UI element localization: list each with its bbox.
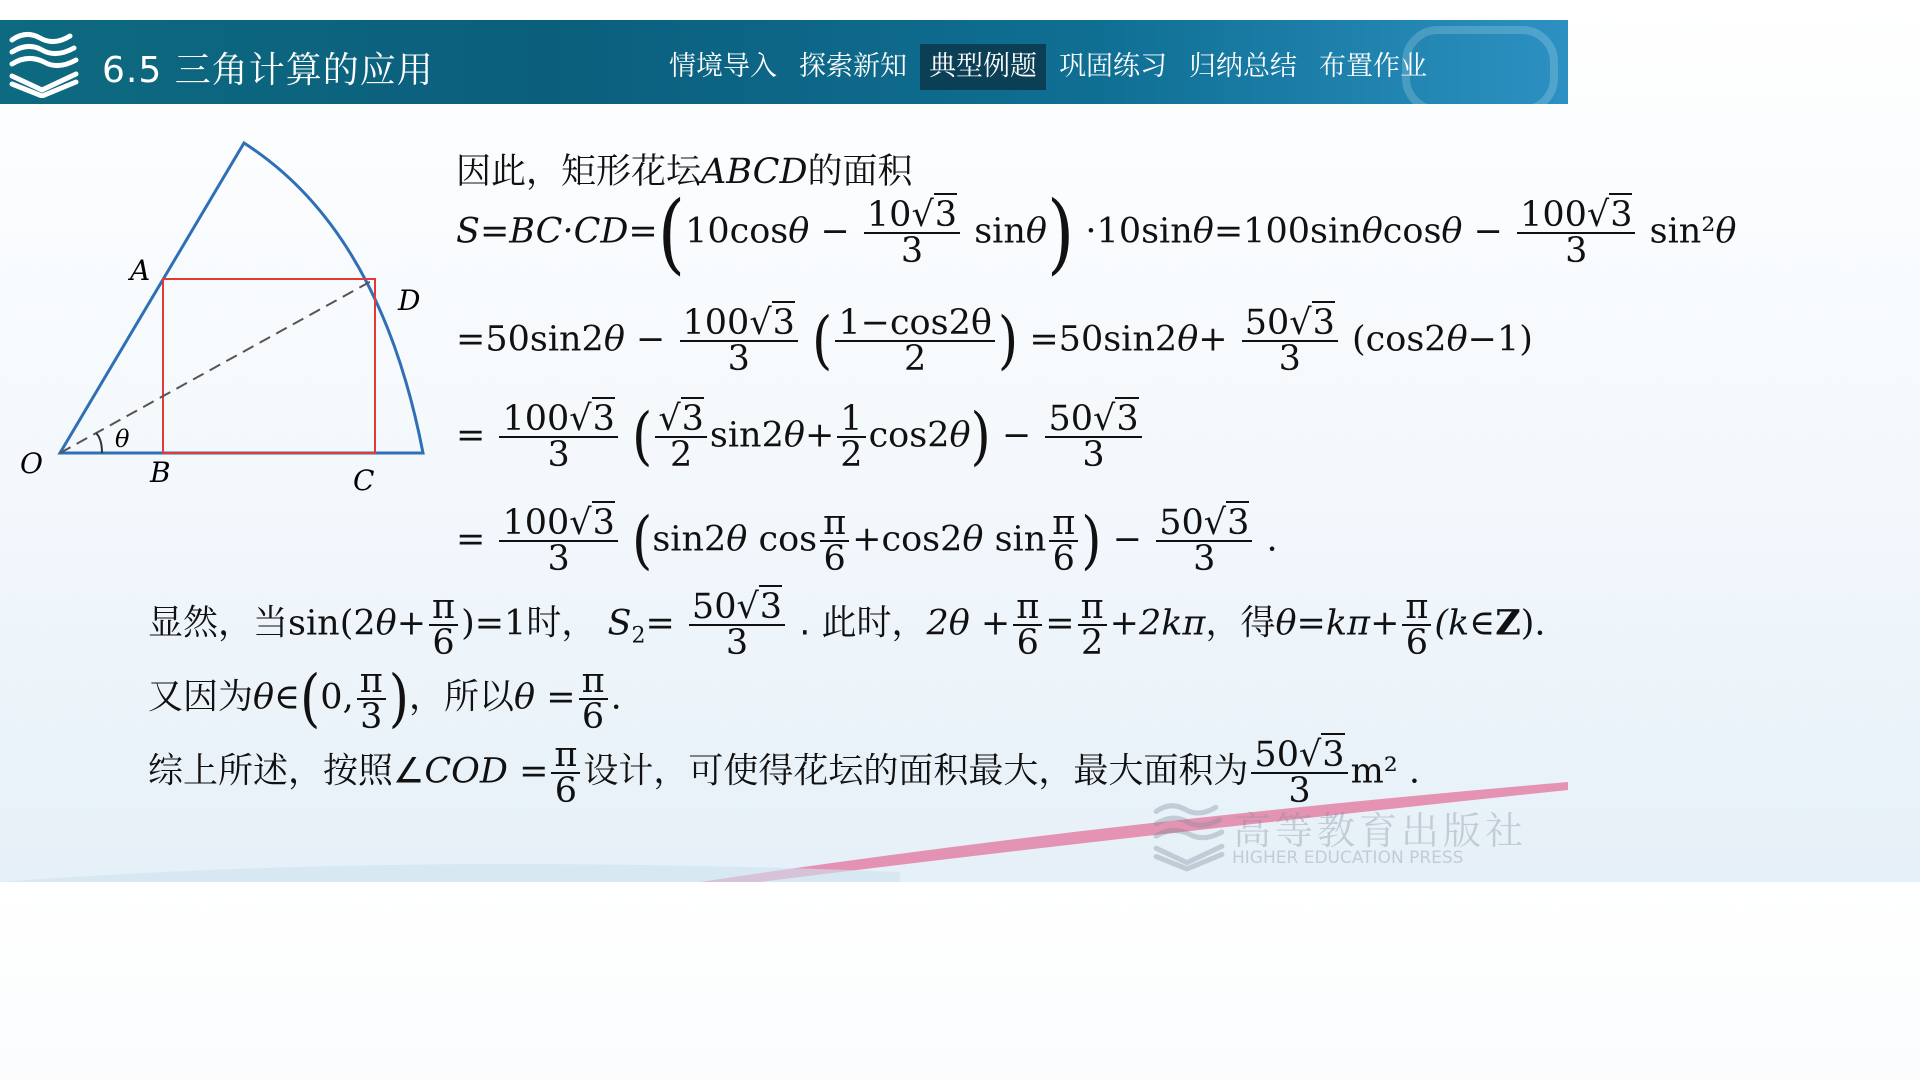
equation-line-3: = $\frac{100√3}{3}$ ( $\frac{√3}{2}$ sin2θ+ $\frac{1}{2}$ cos2θ) − $\frac{50√3}{3}$: [456, 402, 1145, 472]
equation-line-1: S=BC·CD=(10cosθ − $\frac{10√3}{3}$ sinθ) ·10sinθ=100sinθcosθ − $\frac{100√3}{3}$ sin²θ: [456, 181, 1737, 285]
label-c: C: [353, 464, 375, 497]
tab-explore[interactable]: 探索新知: [799, 51, 907, 82]
conclusion-line-2: 又因为θ∈(0, $\frac{\pi}{3}$ )，所以θ = $\frac{\pi}{6}$ .: [148, 661, 622, 737]
sector-outline: [60, 143, 423, 453]
header-bar: [0, 20, 1568, 104]
angle-arc: [96, 433, 102, 453]
watermark-en: HIGHER EDUCATION PRESS: [1232, 848, 1464, 868]
tab-examples[interactable]: 典型例题: [920, 44, 1046, 90]
equation-line-4: = $\frac{100√3}{3}$ (sin2θ cos $\frac{\pi}{6}$ +cos2θ sin $\frac{\pi}{6}$ ) − $\frac{50√3}{3}$ .: [456, 503, 1278, 579]
tab-summary[interactable]: 归纳总结: [1189, 51, 1297, 82]
label-d: D: [398, 284, 421, 317]
label-o: O: [20, 447, 43, 480]
page-title: 6.5 三角计算的应用: [102, 50, 434, 91]
nav-tabs: [660, 44, 1440, 92]
watermark-cn: 高等教育出版社: [1233, 809, 1528, 853]
publisher-watermark: [1148, 796, 1548, 876]
tab-intro[interactable]: 情境导入: [669, 51, 777, 82]
watermark-logo-icon: [1148, 796, 1228, 872]
diagonal-od: [60, 279, 375, 453]
conclusion-line-1: 显然，当sin(2θ+ $\frac{\pi}{6}$ )=1时， $S_2=$ $\frac{50√3}{3}$ . 此时，2θ + $\frac{\pi}{6}$ = $\frac{\pi}{2}$ +2kπ，得θ=kπ+ $\frac{\pi}{6}$ (k∈Z).: [148, 587, 1546, 663]
label-a: A: [130, 254, 151, 287]
intro-line: 因此，矩形花坛ABCD的面积: [456, 152, 913, 192]
label-b: B: [150, 456, 171, 489]
tab-practice[interactable]: 巩固练习: [1059, 51, 1167, 82]
top-strip: [0, 0, 1568, 20]
inscribed-rectangle: [163, 279, 375, 453]
book-logo-icon: [4, 26, 82, 98]
conclusion-line-3: 综上所述，按照∠COD = $\frac{\pi}{6}$ 设计，可使得花坛的面积最大，最大面积为 $\frac{50√3}{3}$ m² .: [148, 735, 1421, 811]
tab-homework[interactable]: 布置作业: [1319, 51, 1427, 82]
sector-diagram: [10, 130, 450, 500]
equation-line-2: =50sin2θ − $\frac{100√3}{3}$ ( $\frac{1-\cos 2\theta}{2}$ ) =50sin2θ+ $\frac{50√3}{3}$ (cos2θ−1): [456, 303, 1533, 379]
label-theta: θ: [115, 425, 130, 453]
